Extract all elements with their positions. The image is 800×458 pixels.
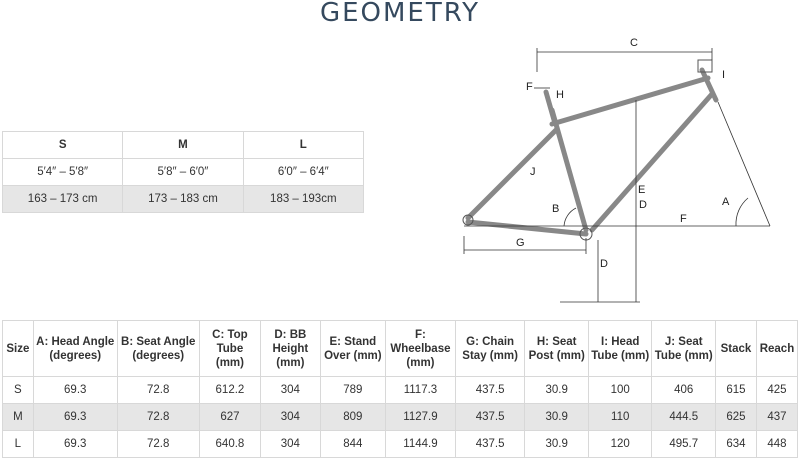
table-cell: 69.3 bbox=[33, 377, 117, 404]
size-table bbox=[2, 131, 364, 213]
geometry-table-body bbox=[3, 377, 798, 458]
angle-a-arc bbox=[736, 198, 748, 226]
table-cell: 1127.9 bbox=[386, 404, 456, 431]
table-cell: 844 bbox=[320, 431, 386, 458]
label-a: A bbox=[722, 196, 730, 208]
size-cell: 5′8″ – 6′0″ bbox=[123, 159, 243, 186]
label-e: E bbox=[638, 184, 646, 196]
table-cell: 72.8 bbox=[117, 404, 199, 431]
top-tube bbox=[552, 78, 708, 124]
size-row-cm bbox=[3, 186, 364, 213]
size-cell: 163 – 173 cm bbox=[3, 186, 123, 213]
label-d: D bbox=[600, 258, 608, 270]
table-cell: 304 bbox=[261, 404, 320, 431]
table-cell: 30.9 bbox=[525, 377, 589, 404]
column-header: G: Chain Stay (mm) bbox=[455, 321, 525, 377]
table-cell: 30.9 bbox=[525, 431, 589, 458]
table-row bbox=[3, 431, 798, 458]
table-cell: 69.3 bbox=[33, 404, 117, 431]
table-cell: M bbox=[3, 404, 34, 431]
size-header-l: L bbox=[243, 132, 363, 159]
table-cell: 437.5 bbox=[455, 404, 525, 431]
size-row-feet bbox=[3, 159, 364, 186]
table-cell: 448 bbox=[756, 431, 797, 458]
table-cell: 634 bbox=[715, 431, 756, 458]
table-cell: S bbox=[3, 377, 34, 404]
label-g: G bbox=[516, 237, 525, 249]
geometry-table bbox=[2, 320, 798, 458]
seat-stay bbox=[468, 130, 556, 218]
size-cell: 6′0″ – 6′4″ bbox=[243, 159, 363, 186]
label-j: J bbox=[530, 166, 536, 178]
table-cell: 1117.3 bbox=[386, 377, 456, 404]
label-h: H bbox=[556, 89, 564, 101]
table-cell: 495.7 bbox=[652, 431, 716, 458]
frame-diagram-svg bbox=[440, 30, 800, 310]
size-table-header bbox=[3, 132, 364, 159]
size-cell: 5′4″ – 5′8″ bbox=[3, 159, 123, 186]
table-cell: 640.8 bbox=[199, 431, 260, 458]
table-cell: 72.8 bbox=[117, 377, 199, 404]
table-cell: 406 bbox=[652, 377, 716, 404]
column-header: A: Head Angle (degrees) bbox=[33, 321, 117, 377]
column-header: C: Top Tube (mm) bbox=[199, 321, 260, 377]
column-header: D: BB Height (mm) bbox=[261, 321, 320, 377]
label-d-upper: D bbox=[639, 199, 647, 211]
table-cell: 437.5 bbox=[455, 377, 525, 404]
chain-stay bbox=[468, 222, 586, 234]
table-cell: 72.8 bbox=[117, 431, 199, 458]
label-f: F bbox=[680, 213, 687, 225]
table-cell: 615 bbox=[715, 377, 756, 404]
size-header-m: M bbox=[123, 132, 243, 159]
table-cell: 304 bbox=[261, 431, 320, 458]
label-b: B bbox=[552, 203, 560, 215]
column-header: F: Wheelbase (mm) bbox=[386, 321, 456, 377]
angle-b-arc bbox=[564, 208, 576, 226]
table-row bbox=[3, 404, 798, 431]
column-header: H: Seat Post (mm) bbox=[525, 321, 589, 377]
column-header: Size bbox=[3, 321, 34, 377]
bike-frame bbox=[468, 70, 716, 234]
size-header-s: S bbox=[3, 132, 123, 159]
table-cell: L bbox=[3, 431, 34, 458]
table-cell: 612.2 bbox=[199, 377, 260, 404]
frame-geometry-diagram bbox=[440, 30, 800, 310]
table-row bbox=[3, 377, 798, 404]
seat-post bbox=[546, 92, 554, 120]
table-cell: 1144.9 bbox=[386, 431, 456, 458]
table-cell: 789 bbox=[320, 377, 386, 404]
label-i: I bbox=[722, 69, 726, 81]
table-cell: 444.5 bbox=[652, 404, 716, 431]
table-cell: 437.5 bbox=[455, 431, 525, 458]
table-cell: 120 bbox=[588, 431, 652, 458]
table-cell: 625 bbox=[715, 404, 756, 431]
table-cell: 627 bbox=[199, 404, 260, 431]
column-header: Stack bbox=[715, 321, 756, 377]
size-cell: 183 – 193cm bbox=[243, 186, 363, 213]
table-cell: 30.9 bbox=[525, 404, 589, 431]
table-cell: 69.3 bbox=[33, 431, 117, 458]
column-header: Reach bbox=[756, 321, 797, 377]
size-cell: 173 – 183 cm bbox=[123, 186, 243, 213]
page-title: GEOMETRY bbox=[319, 0, 481, 28]
table-cell: 304 bbox=[261, 377, 320, 404]
table-cell: 437 bbox=[756, 404, 797, 431]
column-header: J: Seat Tube (mm) bbox=[652, 321, 716, 377]
column-header: I: Head Tube (mm) bbox=[588, 321, 652, 377]
table-cell: 809 bbox=[320, 404, 386, 431]
table-cell: 110 bbox=[588, 404, 652, 431]
geometry-table-header bbox=[3, 321, 798, 377]
column-header: E: Stand Over (mm) bbox=[320, 321, 386, 377]
label-c: C bbox=[630, 37, 638, 49]
label-f-top: F bbox=[526, 81, 533, 93]
column-header: B: Seat Angle (degrees) bbox=[117, 321, 199, 377]
down-tube bbox=[592, 94, 712, 230]
table-cell: 425 bbox=[756, 377, 797, 404]
table-cell: 100 bbox=[588, 377, 652, 404]
